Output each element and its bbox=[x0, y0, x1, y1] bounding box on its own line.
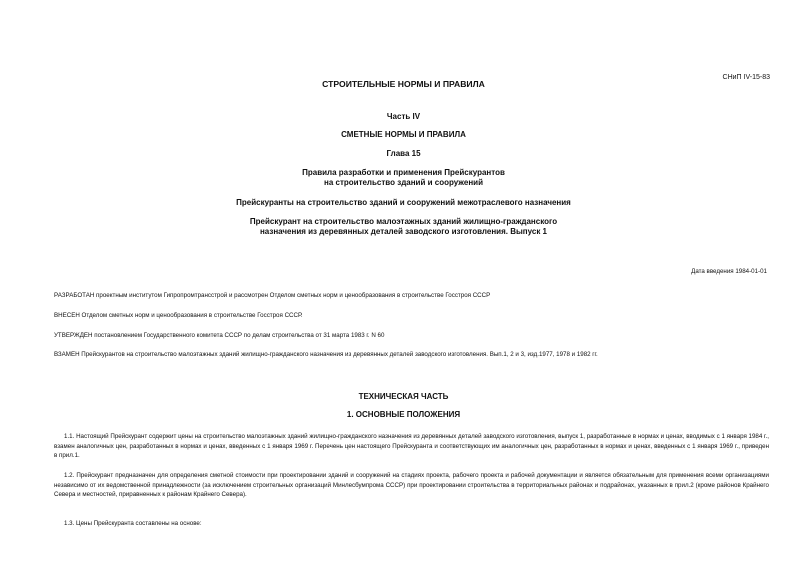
intro-date: Дата введения 1984-01-01 bbox=[691, 268, 767, 275]
document-code: СНиП IV-15-83 bbox=[722, 74, 770, 81]
chapter-title-line1: Правила разработки и применения Прейскурантов bbox=[302, 168, 505, 177]
pricelist-title-line1: Прейскурант на строительство малоэтажных зданий жилищно-гражданского bbox=[249, 217, 558, 226]
part-title: СМЕТНЫЕ НОРМЫ И ПРАВИЛА bbox=[341, 130, 466, 139]
replaces: ВЗАМЕН Прейскурантов на строительство малоэтажных зданий жилищно-гражданского назначения из деревянных деталей заводского изготовления. Вып.1, 2 и 3, изд.1977, 1978 и 1982 гг. bbox=[54, 351, 598, 358]
introduced-by: ВНЕСЕН Отделом сметных норм и ценообразования в строительстве Госстроя СССР. bbox=[54, 312, 303, 319]
part-number: Часть IV bbox=[386, 112, 421, 121]
approved-by: УТВЕРЖДЕН постановлением Государственного комитета СССР по делам строительства от 31 марта 1983 г. N 60 bbox=[54, 332, 385, 339]
chapter-title-line2: на строительство зданий и сооружений bbox=[324, 178, 483, 187]
paragraph-1-1: 1.1. Настоящий Прейскурант содержит цены на строительство малоэтажных зданий жилищно-гражданского назначения из деревянных деталей заводского изготовления, выпуск 1, разработанные в нормах и ценах, вводимых с 1 января 1984 г., взамен аналогичных цен, разработанных в нормах и ценах, введенных с 1 января 1969 г. Перечень цен настоящего Прейскуранта и соответствующих им аналогичных цен, разработанных в нормах и ценах, введенных с 1 января 1969 г., приведен в прил.1. bbox=[54, 433, 769, 460]
document-title: СТРОИТЕЛЬНЫЕ НОРМЫ И ПРАВИЛА bbox=[322, 79, 485, 89]
paragraph-1-2: 1.2. Прейскурант предназначен для определения сметной стоимости при проектировании зданий и сооружений на стадиях проекта, рабочего проекта и рабочей документации и является обязательным для применения всеми организациями независимо от их ведомственной принадлежности (за исключением строительных организаций Минлесбумпрома СССР) при проектировании строительства в территориальных районах и подрайонах, указанных в прил.2 (кроме районов Крайнего Севера и местностей, приравненных к районам Крайнего Севера). bbox=[54, 472, 769, 499]
paragraph-1-3: 1.3. Цены Прейскуранта составлены на основе: bbox=[64, 520, 202, 527]
pricelist-title-line2: назначения из деревянных деталей заводского изготовления. Выпуск 1 bbox=[259, 227, 548, 236]
subtitle: Прейскуранты на строительство зданий и сооружений межотраслевого назначения bbox=[236, 198, 571, 207]
technical-part-heading: ТЕХНИЧЕСКАЯ ЧАСТЬ bbox=[358, 392, 449, 401]
chapter-number: Глава 15 bbox=[386, 149, 421, 158]
section-heading: 1. ОСНОВНЫЕ ПОЛОЖЕНИЯ bbox=[346, 410, 461, 419]
developed-by: РАЗРАБОТАН проектным институтом Гипропромтрансстрой и рассмотрен Отделом сметных норм и ценообразования в строительстве Госстроя СССР bbox=[54, 292, 491, 299]
